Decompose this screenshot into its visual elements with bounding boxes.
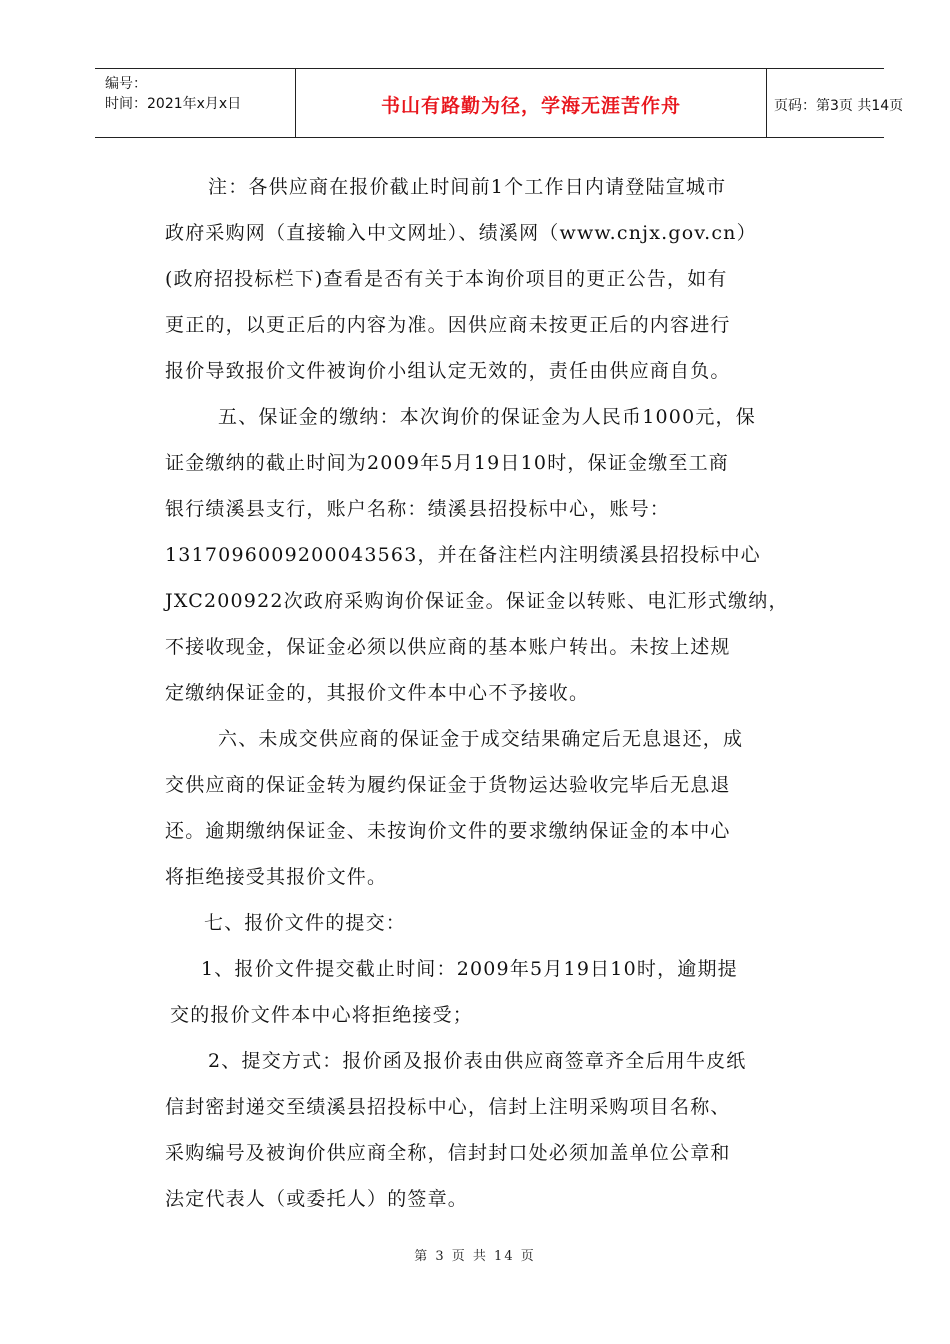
body-line: 政府采购网（直接输入中文网址）、绩溪网（www.cnjx.gov.cn） <box>165 222 757 244</box>
header-motto-cell <box>295 69 767 137</box>
header-meta-cell <box>95 69 295 137</box>
document-date: 时间：2021年x月x日 <box>105 96 242 112</box>
body-line: 1317096009200043563，并在备注栏内注明绩溪县招投标中心 <box>165 544 761 566</box>
body-line: 报价导致报价文件被询价小组认定无效的，责任由供应商自负。 <box>165 360 731 382</box>
header-page-cell <box>766 69 904 137</box>
header-page-number: 页码：第3页 共14页 <box>774 98 904 114</box>
body-line: 六、未成交供应商的保证金于成交结果确定后无息退还，成 <box>218 728 744 750</box>
body-line: 采购编号及被询价供应商全称，信封封口处必须加盖单位公章和 <box>165 1142 731 1164</box>
header-motto: 书山有路勤为径，学海无涯苦作舟 <box>380 95 681 117</box>
body-line: 银行绩溪县支行，账户名称：绩溪县招投标中心，账号： <box>165 498 671 520</box>
body-line: JXC200922次政府采购询价保证金。保证金以转账、电汇形式缴纳， <box>165 590 789 612</box>
body-line: 证金缴纳的截止时间为2009年5月19日10时，保证金缴至工商 <box>165 452 729 474</box>
section-heading: 七、报价文件的提交： <box>204 912 407 934</box>
body-line: 五、保证金的缴纳：本次询价的保证金为人民币1000元，保 <box>218 406 756 428</box>
page-footer: 第 3 页 共 14 页 <box>414 1249 536 1264</box>
body-line: 交的报价文件本中心将拒绝接受； <box>170 1004 474 1026</box>
document-number-label: 编号： <box>105 76 147 92</box>
document-header <box>95 68 904 138</box>
body-line: 法定代表人（或委托人）的签章。 <box>165 1188 469 1210</box>
body-line: 还。逾期缴纳保证金、未按询价文件的要求缴纳保证金的本中心 <box>165 820 731 842</box>
body-line: 2、提交方式：报价函及报价表由供应商签章齐全后用牛皮纸 <box>208 1050 747 1072</box>
body-line: 1、报价文件提交截止时间：2009年5月19日10时，逾期提 <box>201 958 738 980</box>
body-line: 不接收现金，保证金必须以供应商的基本账户转出。未按上述规 <box>165 636 731 658</box>
body-line: 信封密封递交至绩溪县招投标中心，信封上注明采购项目名称、 <box>165 1096 731 1118</box>
body-line: 注：各供应商在报价截止时间前1个工作日内请登陆宣城市 <box>208 176 727 198</box>
body-line: 交供应商的保证金转为履约保证金于货物运达验收完毕后无息退 <box>165 774 731 796</box>
body-line: (政府招投标栏下)查看是否有关于本询价项目的更正公告，如有 <box>165 268 728 290</box>
body-line: 定缴纳保证金的，其报价文件本中心不予接收。 <box>165 682 590 704</box>
body-line: 更正的，以更正后的内容为准。因供应商未按更正后的内容进行 <box>165 314 731 336</box>
body-line: 将拒绝接受其报价文件。 <box>165 866 388 888</box>
